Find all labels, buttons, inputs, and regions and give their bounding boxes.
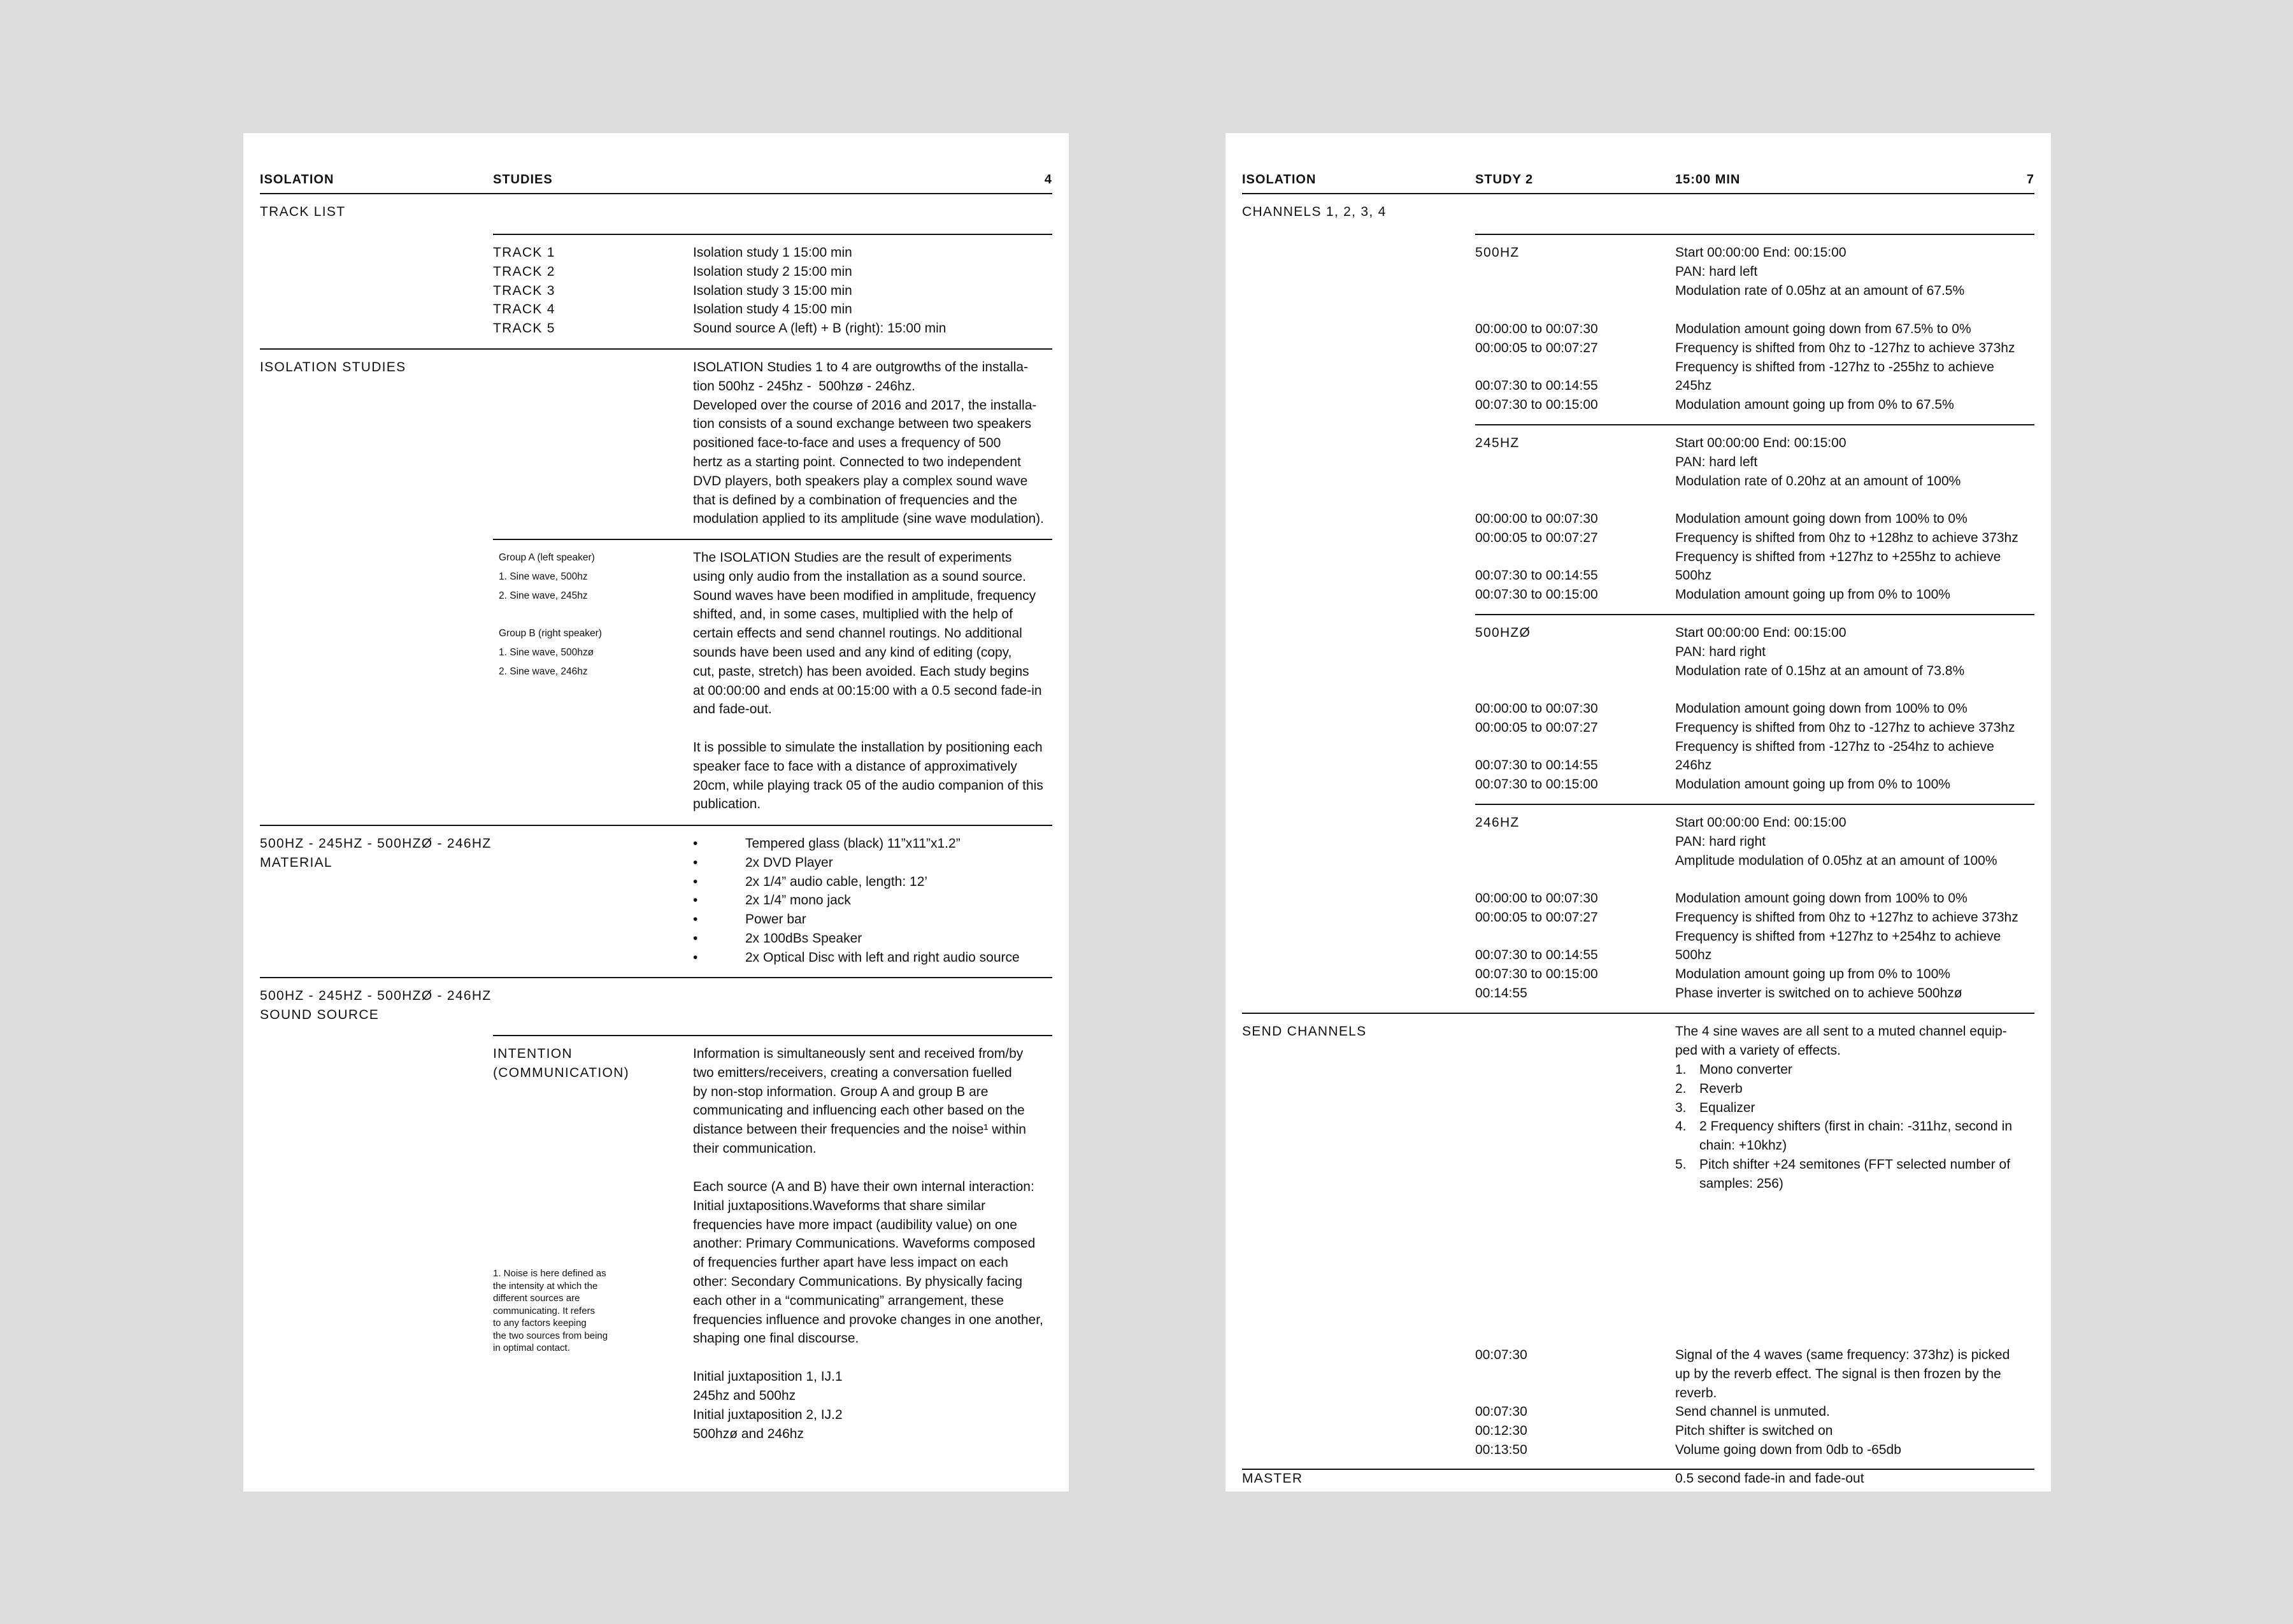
channel-name: 246HZ <box>1475 815 1520 830</box>
divider <box>1242 1013 2034 1014</box>
section-label-sound-source: 500HZ - 245HZ - 500HZØ - 246HZ SOUND SOURCE <box>260 988 492 1022</box>
divider <box>260 348 1052 350</box>
divider <box>493 1035 1052 1036</box>
track-list-descriptions <box>693 243 946 338</box>
section-label-channels: CHANNELS 1, 2, 3, 4 <box>1242 204 1387 219</box>
channel-timecodes: 00:00:00 to 00:07:30 00:00:05 to 00:07:27 00:07:30 to 00:14:55 00:07:30 to 00:15:00 00:14:55 <box>1475 891 1598 1001</box>
divider <box>1242 1469 2034 1470</box>
divider <box>1475 614 2034 615</box>
send-channels-intro: The 4 sine waves are all sent to a muted channel equip- ped with a variety of effects. <box>1675 1024 2007 1058</box>
track-description: Isolation study 1 15:00 min <box>693 245 852 260</box>
send-timecodes: 00:07:30 00:07:30 00:12:30 00:13:50 <box>1475 1348 1527 1457</box>
speaker-groups: Group A (left speaker) 1. Sine wave, 500hz 2. Sine wave, 245hz Group B (right speaker) 1. Sine wave, 500hzø 2. Sine wave, 246hz <box>499 552 602 677</box>
list-item: • 2x Optical Disc with left and right audio source <box>693 948 1050 967</box>
bullet: • <box>693 950 698 965</box>
page-header <box>1242 165 2034 197</box>
channel-settings: Start 00:00:00 End: 00:15:00 PAN: hard left Modulation rate of 0.20hz at an amount of 100% <box>1675 436 1961 488</box>
list-item: 4. 2 Frequency shifters (first in chain: -311hz, second in chain: +10khz) <box>1675 1119 2013 1153</box>
header-title: ISOLATION <box>260 173 334 187</box>
juxtaposition-2: Initial juxtaposition 2, IJ.2 500hzø and 246hz <box>693 1407 843 1441</box>
interaction-text: Each source (A and B) have their own internal interaction: Initial juxtapositions.Waveforms that share similar frequencies have more impact (audibility value) on one another: Primary Communications. Waveforms composed of frequencies further apart have less impact on each other: Secondary Communications. By physically facing each other in a “communicating” arrangement, these frequencies influence and provoke changes in one another, shaping one final discourse. <box>693 1179 1043 1346</box>
list-item: • 2x 1/4” mono jack <box>693 891 1050 910</box>
list-item: • 2x 1/4” audio cable, length: 12’ <box>693 873 1050 892</box>
intention-text: Information is simultaneously sent and received from/by two emitters/receivers, creating a conversation fuelled by non-stop information. Group A and group B are communicating and influencing each other based on the distance between their frequencies and the noise¹ within their communication. <box>693 1046 1026 1156</box>
header-section: STUDIES <box>493 173 553 187</box>
section-label-material: 500HZ - 245HZ - 500HZØ - 246HZ MATERIAL <box>260 836 492 870</box>
divider <box>260 825 1052 826</box>
channel-timecodes: 00:00:00 to 00:07:30 00:00:05 to 00:07:27 00:07:30 to 00:14:55 00:07:30 to 00:15:00 <box>1475 511 1598 602</box>
divider <box>493 234 1052 235</box>
track-list-names <box>493 243 555 338</box>
page-header <box>260 165 1052 197</box>
divider <box>1242 193 2034 194</box>
list-item: 1. Mono converter <box>1675 1062 1792 1077</box>
track-name: TRACK 5 <box>493 321 555 336</box>
intention-label: INTENTION (COMMUNICATION) <box>493 1046 629 1080</box>
divider <box>260 977 1052 978</box>
list-item: • 2x 100dBs Speaker <box>693 929 1050 948</box>
list-item: • 2x DVD Player <box>693 853 1050 873</box>
section-label-track-list: TRACK LIST <box>260 204 346 219</box>
channel-events: Modulation amount going down from 100% to 0% Frequency is shifted from 0hz to +127hz to achieve 373hz Frequency is shifted from +127hz to +254hz to achieve 500hz Modulation amount going up from 0% to 100% Phase inverter is switched on to achieve 500hzø <box>1675 891 2018 1001</box>
divider <box>1475 234 2034 235</box>
list-item: 2. Reverb <box>1675 1081 1743 1096</box>
divider <box>1475 424 2034 425</box>
divider <box>493 539 1052 540</box>
list-item: • Tempered glass (black) 11”x11”x1.2” <box>693 834 1050 853</box>
track-description: Isolation study 3 15:00 min <box>693 283 852 298</box>
track-name: TRACK 2 <box>493 264 555 279</box>
bullet: • <box>693 874 698 889</box>
section-label-master: MASTER <box>1242 1471 1303 1486</box>
page-number: 4 <box>1044 173 1052 187</box>
section-label-send-channels: SEND CHANNELS <box>1242 1024 1367 1039</box>
track-description: Sound source A (left) + B (right): 15:00 min <box>693 321 946 336</box>
divider <box>1475 804 2034 805</box>
track-name: TRACK 1 <box>493 245 555 260</box>
section-label-isolation-studies: ISOLATION STUDIES <box>260 360 406 374</box>
header-section: STUDY 2 <box>1475 173 1534 187</box>
divider <box>260 193 1052 194</box>
effects-list <box>1675 1060 2012 1193</box>
bullet: • <box>693 930 698 946</box>
list-item: 5. Pitch shifter +24 semitones (FFT selected number of samples: 256) <box>1675 1157 2011 1191</box>
left-page <box>243 133 1069 1492</box>
channel-settings: Start 00:00:00 End: 00:15:00 PAN: hard right Modulation rate of 0.15hz at an amount of 73.8% <box>1675 625 1965 678</box>
send-events: Signal of the 4 waves (same frequency: 373hz) is picked up by the reverb effect. The signal is then frozen by the reverb. Send channel is unmuted. Pitch shifter is switched on Volume going down from 0db to -65db <box>1675 1348 2010 1457</box>
bullet: • <box>693 912 698 927</box>
right-page <box>1225 133 2051 1492</box>
track-name: TRACK 3 <box>493 283 555 298</box>
isolation-studies-description: The ISOLATION Studies are the result of experiments using only audio from the installation as a sound source. Sound waves have been modified in amplitude, frequency shifted, and, in some cases, multiplied with the help of certain effects and send channel routings. No additional sounds have been used and any kind of editing (copy, cut, paste, stretch) has been avoided. Each study begins at 00:00:00 and ends at 00:15:00 with a 0.5 second fade-in and fade-out. It is possible to simulate the installation by positioning each speaker face to face with a distance of approximatively 20cm, while playing track 05 of the audio companion of this publication. <box>693 550 1043 812</box>
channel-name: 500HZ <box>1475 245 1520 260</box>
channel-settings: Start 00:00:00 End: 00:15:00 PAN: hard left Modulation rate of 0.05hz at an amount of 67.5% <box>1675 245 1965 298</box>
header-title: ISOLATION <box>1242 173 1317 187</box>
channel-name: 500HZØ <box>1475 625 1531 640</box>
bullet: • <box>693 893 698 908</box>
channel-events: Modulation amount going down from 67.5% to 0% Frequency is shifted from 0hz to -127hz to achieve 373hz Frequency is shifted from -127hz to -255hz to achieve 245hz Modulation amount going up from 0% to 67.5% <box>1675 322 2015 413</box>
track-description: Isolation study 2 15:00 min <box>693 264 852 279</box>
list-item: • Power bar <box>693 910 1050 929</box>
channel-events: Modulation amount going down from 100% to 0% Frequency is shifted from 0hz to +128hz to achieve 373hz Frequency is shifted from +127hz to +255hz to achieve 500hz Modulation amount going up from 0% to 100% <box>1675 511 2018 602</box>
bullet: • <box>693 836 698 851</box>
master-text: 0.5 second fade-in and fade-out <box>1675 1471 1864 1486</box>
header-duration: 15:00 MIN <box>1675 173 1741 187</box>
footnote: 1. Noise is here defined as the intensity at which the different sources are communicating. It refers to any factors keeping the two sources from being in optimal contact. <box>493 1268 608 1353</box>
juxtaposition-1: Initial juxtaposition 1, IJ.1 245hz and 500hz <box>693 1369 843 1403</box>
channel-settings: Start 00:00:00 End: 00:15:00 PAN: hard right Amplitude modulation of 0.05hz at an amount of 100% <box>1675 815 1997 868</box>
list-item: 3. Equalizer <box>1675 1100 1755 1115</box>
channel-timecodes: 00:00:00 to 00:07:30 00:00:05 to 00:07:27 00:07:30 to 00:14:55 00:07:30 to 00:15:00 <box>1475 322 1598 413</box>
track-name: TRACK 4 <box>493 302 555 317</box>
material-list <box>693 834 1050 967</box>
channel-name: 245HZ <box>1475 436 1520 450</box>
channel-timecodes: 00:00:00 to 00:07:30 00:00:05 to 00:07:27 00:07:30 to 00:14:55 00:07:30 to 00:15:00 <box>1475 701 1598 792</box>
bullet: • <box>693 855 698 870</box>
channel-events: Modulation amount going down from 100% to 0% Frequency is shifted from 0hz to -127hz to achieve 373hz Frequency is shifted from -127hz to -254hz to achieve 246hz Modulation amount going up from 0% to 100% <box>1675 701 2015 792</box>
track-description: Isolation study 4 15:00 min <box>693 302 852 317</box>
isolation-studies-intro: ISOLATION Studies 1 to 4 are outgrowths of the installa- tion 500hz - 245hz - 500hzø - 246hz. Developed over the course of 2016 and 2017, the installa- tion consists of a sound exchange between two speakers positioned face-to-face and uses a frequency of 500 hertz as a starting point. Connected to two independent DVD players, both speakers play a complex sound wave that is defined by a combination of frequencies and the modulation applied to its amplitude (sine wave modulation). <box>693 360 1044 527</box>
page-number: 7 <box>2026 173 2034 187</box>
